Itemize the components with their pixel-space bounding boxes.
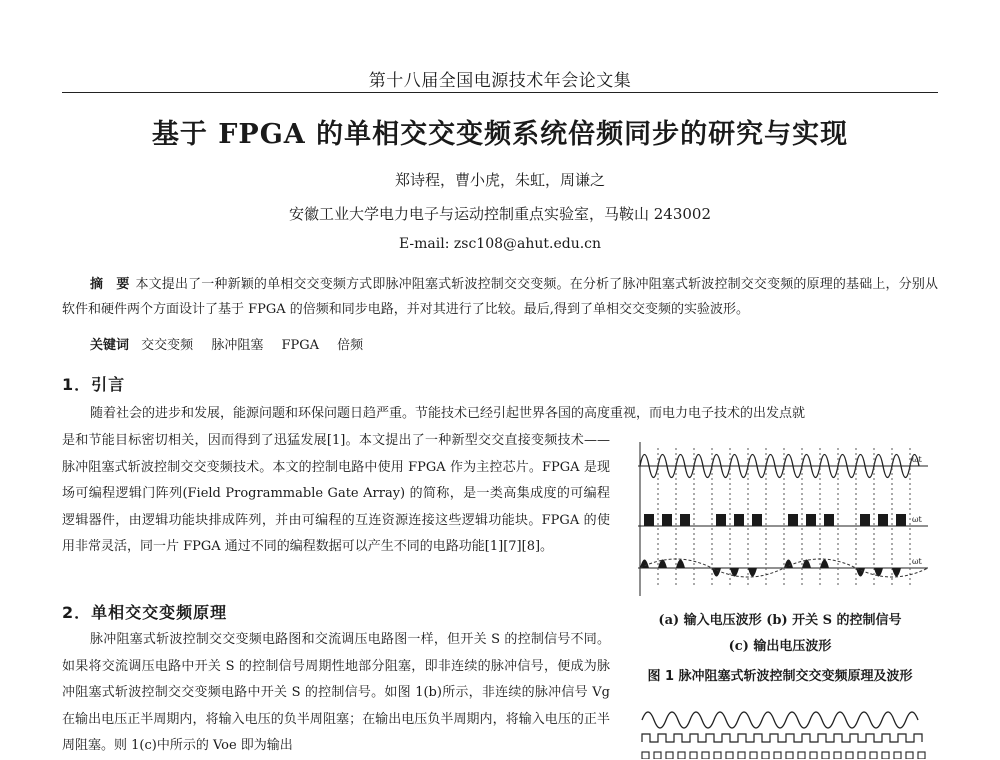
section-heading-principle: 2．单相交交变频原理 xyxy=(62,603,228,622)
affiliation: 安徽工业大学电力电子与运动控制重点实验室，马鞍山 243002 xyxy=(288,205,712,223)
principle-paragraph: 脉冲阻塞式斩波控制交交变频电路图和交流调压电路图一样，但开关 S 的控制信号不同。如果将交流调压电路中开关 S 的控制信号周期性地部分阻塞，即非连续的脉冲信号，便成为脉冲阻塞式斩波控制交交变频电路中开关 S 的控制信号。如图 1(b)所示，非连续的脉冲信号 Vg 在输出电压正半周期内，将输入电压的负半周阻塞；在输出电压负半周期内，将输入电压的正半周阻塞。则 1(c)中所示的 Voe 即为输出 xyxy=(62,632,610,753)
figure-2-waveforms-partial xyxy=(640,700,930,759)
authors: 郑诗程，曹小虎，朱虹，周谦之 xyxy=(394,171,605,189)
abstract-label: 摘 要 xyxy=(90,277,130,292)
running-header: 第十八届全国电源技术年会论文集 xyxy=(368,71,632,91)
figure-1-subcaptions xyxy=(622,608,938,660)
axis-label-a: ωt xyxy=(912,455,922,464)
abstract xyxy=(62,272,938,322)
figure-1-caption: 图 1 脉冲阻塞式斩波控制交交变频原理及波形 xyxy=(647,669,913,684)
figure-1-waveforms xyxy=(632,438,938,600)
keyword: 交交变频 xyxy=(141,338,194,353)
intro-paragraph-line1: 随着社会的进步和发展，能源问题和环保问题日趋严重。节能技术已经引起世界各国的高度重视，而电力电子技术的出发点就 xyxy=(90,406,806,421)
figure-1-subcaption-ab: (a) 输入电压波形 (b) 开关 S 的控制信号 xyxy=(658,613,902,628)
paper-title: 基于 FPGA 的单相交交变频系统倍频同步的研究与实现 xyxy=(151,119,849,150)
keywords-label: 关键词 xyxy=(90,338,130,353)
abstract-text: 本文提出了一种新颖的单相交交变频方式即脉冲阻塞式斩波控制交交变频。在分析了脉冲阻塞式斩波控制交交变频的原理的基础上，分别从软件和硬件两个方面设计了基于 FPGA 的倍频和同步电路，并对其进行了比较。最后,得到了单相交交变频的实验波形。 xyxy=(62,277,938,317)
keyword: 倍频 xyxy=(337,338,364,353)
header-rule xyxy=(62,92,938,93)
intro-paragraph: 是和节能目标密切相关，因而得到了迅猛发展[1]。本文提出了一种新型交交直接变频技术——脉冲阻塞式斩波控制交交变频技术。本文的控制电路中使用 FPGA 作为主控芯片。FPGA 是现场可编程逻辑门阵列(Field Programmable Gate Array) 的简称，是一类高集成度的可编程逻辑器件，由逻辑功能块排成阵列，并由可编程的互连资源连接这些逻辑功能块。FPGA 的使用非常灵活，同一片 FPGA 通过不同的编程数据可以产生不同的电路功能[1][7][8]。 xyxy=(62,433,610,554)
axis-label-b: ωt xyxy=(912,515,922,524)
email: E-mail: zsc108@ahut.edu.cn xyxy=(398,236,602,252)
control-signal-pulses xyxy=(644,514,906,526)
keyword: 脉冲阻塞 xyxy=(211,338,264,353)
section-heading-introduction: 1．引言 xyxy=(62,375,126,394)
axis-label-c: ωt xyxy=(912,557,922,566)
figure-1-subcaption-c: (c) 输出电压波形 xyxy=(728,639,832,654)
keyword: FPGA xyxy=(281,338,320,353)
keywords xyxy=(90,334,377,353)
